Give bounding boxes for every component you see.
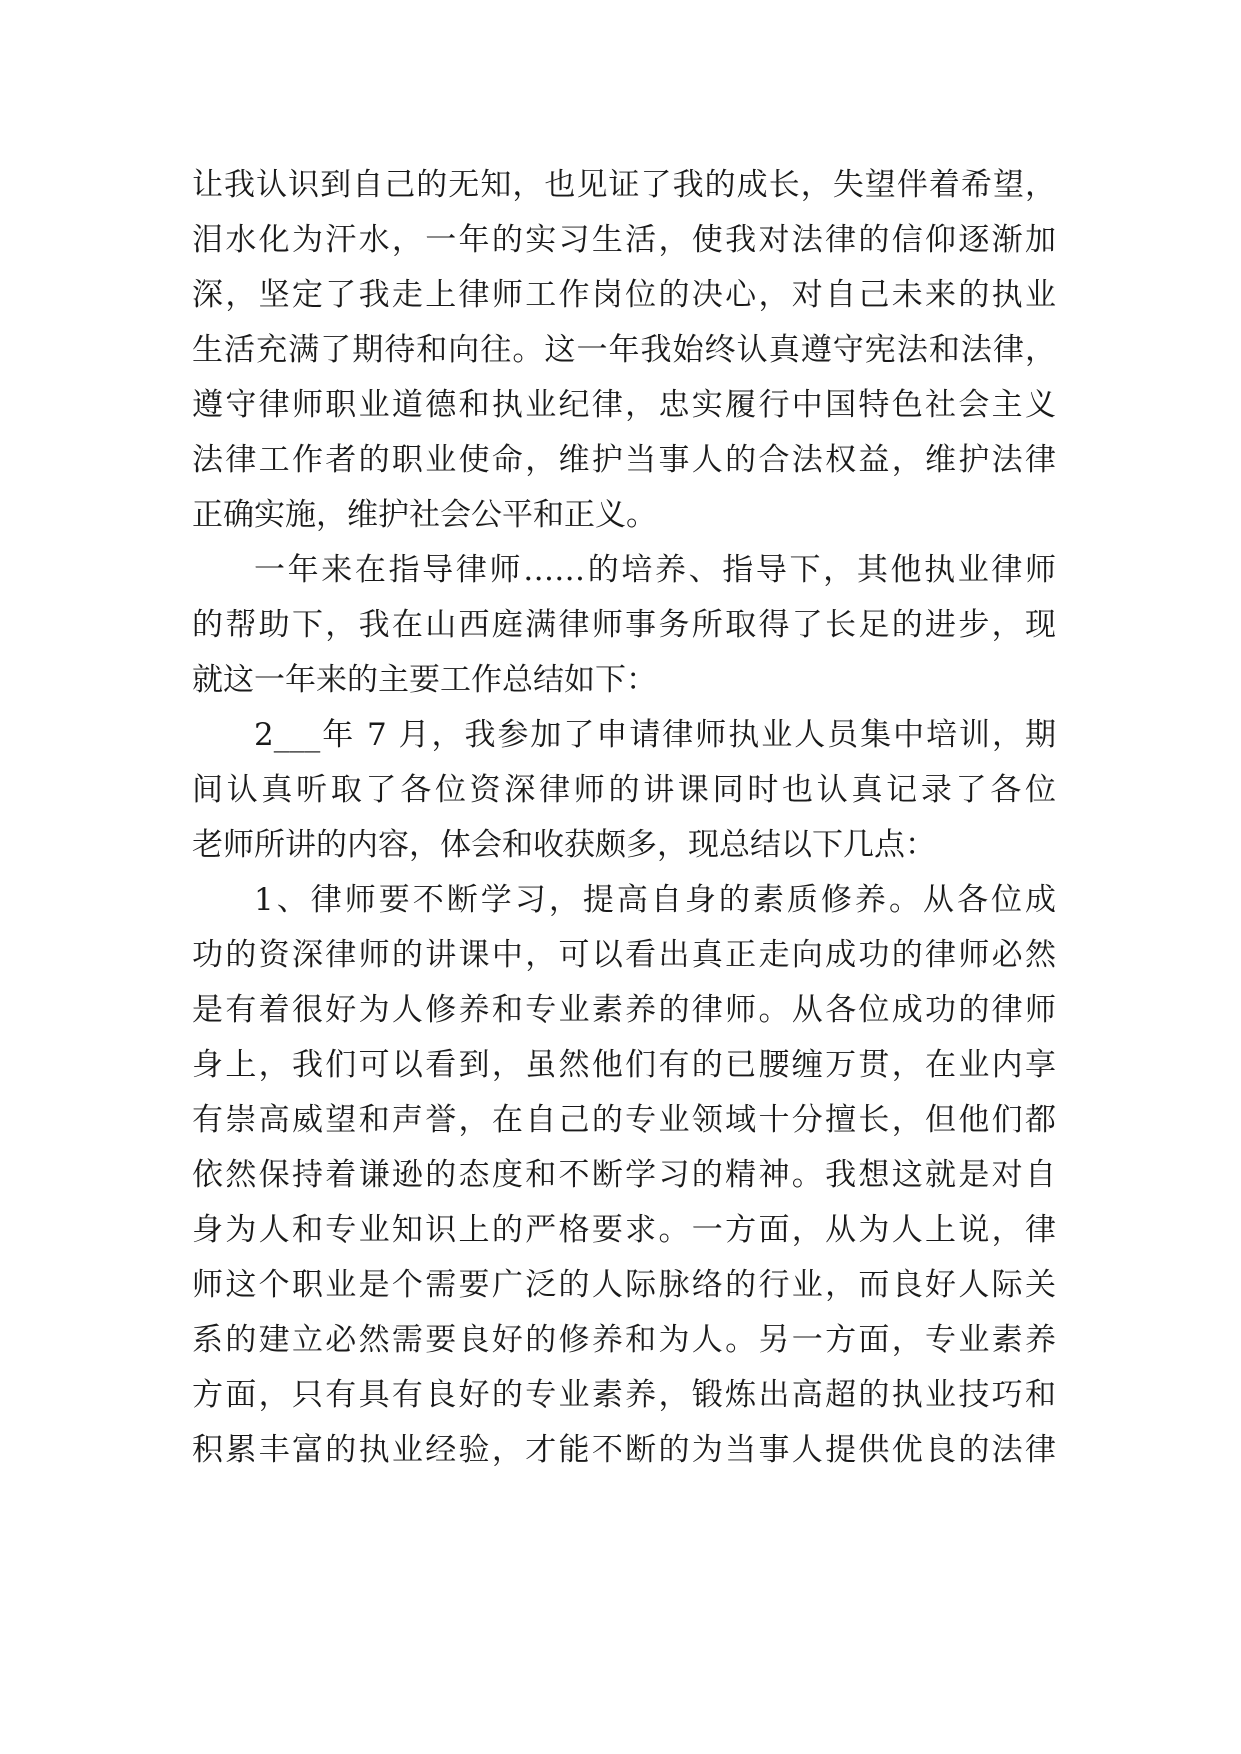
text-line: 让我认识到自己的无知，也见证了我的成长，失望伴着希望， — [192, 167, 1056, 203]
text-line: 系的建立必然需要良好的修养和为人。另一方面，专业素养 — [192, 1322, 1056, 1358]
text-line: 间认真听取了各位资深律师的讲课同时也认真记录了各位 — [192, 772, 1056, 808]
text-line: 功的资深律师的讲课中，可以看出真正走向成功的律师必然 — [192, 937, 1056, 973]
text-line: 生活充满了期待和向往。这一年我始终认真遵守宪法和法律， — [192, 332, 1056, 368]
text-line: 有崇高威望和声誉，在自己的专业领域十分擅长，但他们都 — [192, 1102, 1056, 1138]
paragraph-1 — [192, 158, 1056, 543]
text-line: 1、律师要不断学习，提高自身的素质修养。从各位成 — [254, 882, 1056, 918]
text-line: 依然保持着谦逊的态度和不断学习的精神。我想这就是对自 — [192, 1157, 1056, 1193]
text-line: 深，坚定了我走上律师工作岗位的决心，对自己未来的执业 — [192, 277, 1056, 313]
text-line: 2___年 7 月，我参加了申请律师执业人员集中培训，期 — [254, 717, 1056, 753]
paragraph-3 — [192, 708, 1056, 873]
document-body — [192, 158, 1056, 1478]
paragraph-2 — [192, 543, 1056, 708]
text-line: 法律工作者的职业使命，维护当事人的合法权益，维护法律 — [192, 442, 1056, 478]
text-line: 方面，只有具有良好的专业素养，锻炼出高超的执业技巧和 — [192, 1377, 1056, 1413]
text-line: 身上，我们可以看到，虽然他们有的已腰缠万贯，在业内享 — [192, 1047, 1056, 1083]
text-line: 身为人和专业知识上的严格要求。一方面，从为人上说，律 — [192, 1212, 1056, 1248]
text-line: 一年来在指导律师……的培养、指导下，其他执业律师 — [254, 552, 1056, 588]
text-line: 泪水化为汗水，一年的实习生活，使我对法律的信仰逐渐加 — [192, 222, 1056, 258]
paragraph-4 — [192, 873, 1056, 1478]
text-line: 就这一年来的主要工作总结如下： — [192, 662, 657, 698]
text-line: 积累丰富的执业经验，才能不断的为当事人提供优良的法律 — [192, 1432, 1056, 1468]
text-line: 的帮助下，我在山西庭满律师事务所取得了长足的进步，现 — [192, 607, 1056, 643]
text-line: 遵守律师职业道德和执业纪律，忠实履行中国特色社会主义 — [192, 387, 1056, 423]
text-line: 是有着很好为人修养和专业素养的律师。从各位成功的律师 — [192, 992, 1056, 1028]
text-line: 师这个职业是个需要广泛的人际脉络的行业，而良好人际关 — [192, 1267, 1056, 1303]
text-line: 正确实施，维护社会公平和正义。 — [192, 497, 657, 533]
text-line: 老师所讲的内容，体会和收获颇多，现总结以下几点： — [192, 827, 936, 863]
